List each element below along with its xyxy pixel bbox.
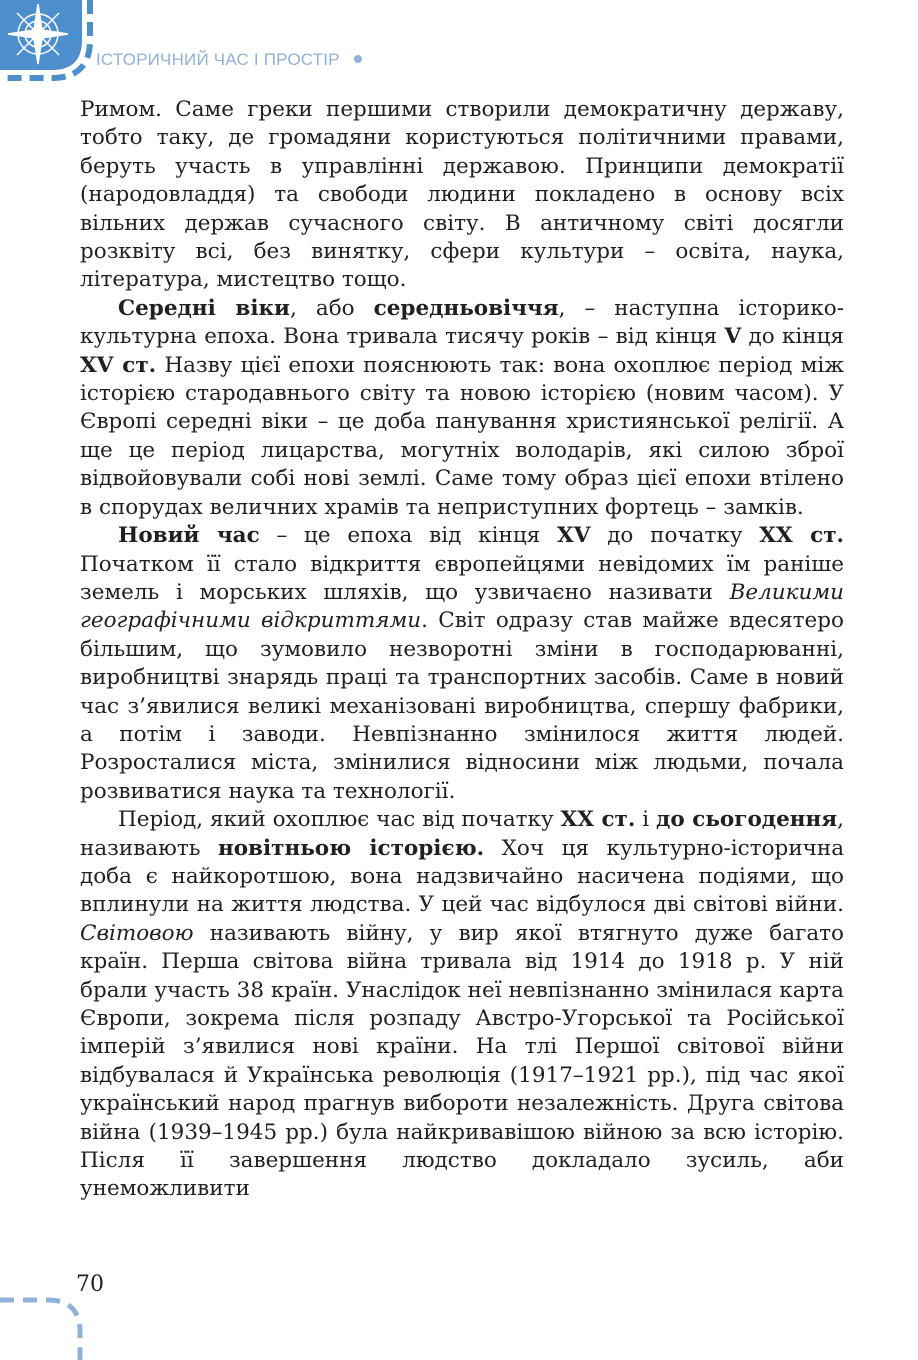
text-run: і: [635, 807, 657, 833]
paragraph-new-time: [80, 522, 844, 806]
bold-term: новітньою історією.: [217, 835, 485, 861]
header-bullet: [354, 55, 362, 63]
bold-term: XX ст.: [759, 523, 844, 549]
paragraph-newest-history: [80, 806, 844, 1204]
corner-decoration-bottom: [0, 1280, 100, 1360]
page-number: 70: [76, 1272, 104, 1297]
text-run: до кінця: [741, 324, 844, 350]
text-run: Хоч ця культурно-історична доба є найкоротшою, вона надзвичайно насичена подіями, що вплинули на життя людства. У цей час відбулося дві світові війни.: [80, 835, 845, 918]
text-run: – це епоха від кінця: [259, 523, 558, 549]
bold-term: XV: [557, 523, 591, 549]
corner-badge: [0, 0, 100, 82]
section-header: [96, 50, 362, 70]
italic-term: Великими географічними відкриттями: [80, 579, 844, 634]
text-run: , – наступна історико-культурна епоха. Вона тривала тисячу років – від кінця: [80, 295, 844, 350]
paragraph-middle-ages: [80, 295, 844, 522]
bold-term: XX ст.: [560, 807, 636, 833]
text-run: до початку: [590, 523, 760, 549]
italic-term: Світовою: [80, 920, 194, 946]
text-run: , називають: [80, 807, 845, 861]
text-run: , або: [290, 295, 374, 321]
bold-term: середньовіччя: [373, 295, 559, 321]
section-title: ІСТОРИЧНИЙ ЧАС І ПРОСТІР: [96, 50, 340, 69]
compass-rose-icon: [8, 4, 68, 64]
body-text: [80, 96, 844, 1204]
bold-term: до сьогодення: [656, 807, 838, 833]
text-run: Початком її стало відкриття європейцями невідомих їм раніше земель і морських шляхів, що узвичаєно називати: [80, 551, 844, 605]
text-run: Період, який охоплює час від початку: [118, 807, 561, 833]
text-run: Римом. Саме греки першими створили демократичну державу, тобто таку, де громадяни користуються політичними правами, беруть участь в управлінні державою. Принципи демократії (народовладдя) та свободи людини покладено в основу всіх вільних держав сучасного світу. В античному світі досягли розквіту всі, без винятку, сфери культури – освіта, наука, література, мистецтво тощо.: [80, 97, 844, 293]
bold-term: Середні віки: [118, 295, 291, 321]
bold-term: Новий час: [118, 523, 260, 549]
paragraph-antiquity-end: [80, 96, 844, 295]
bold-term: V: [724, 324, 742, 350]
bold-term: XV ст.: [80, 352, 157, 378]
text-run: . Світ одразу став майже вдесятеро більшим, що зумовило незворотні зміни в господарюванні, виробництві знарядь праці та транспортних засобів. Саме в новий час з’явилися великі механізовані виробництва, спершу фабрики, а потім і заводи. Невпізнанно змінилося життя людей. Розросталися міста, змінилися відносини між людьми, почала розвиватися наука та технології.: [80, 608, 844, 804]
text-run: називають війну, у вир якої втягнуто дуже багато країн. Перша світова війна тривала від 1914 до 1918 р. У ній брали участь 38 країн. Унаслідок неї невпізнанно змінилася карта Європи, зокрема після розпаду Австро-Угорської та Російської імперій з’явилися нові країни. На тлі Першої світової війни відбувалася й Українська революція (1917–1921 рр.), під час якої український народ прагнув вибороти незалежність. Друга світова війна (1939–1945 рр.) була найкривавішою війною за всю історію. Після її завершення людство докладало зусиль, аби унеможливити: [80, 920, 844, 1202]
text-run: Назву цієї епохи пояснюють так: вона охоплює період між історією стародавнього світу та новою історією (новим часом). У Європі середні віки – це доба панування християнської релігії. А ще це період лицарства, могутніх володарів, які силою зброї відвойовували собі нові землі. Саме тому образ цієї епохи втілено в спорудах величних храмів та неприступних фортець – замків.: [80, 352, 844, 520]
